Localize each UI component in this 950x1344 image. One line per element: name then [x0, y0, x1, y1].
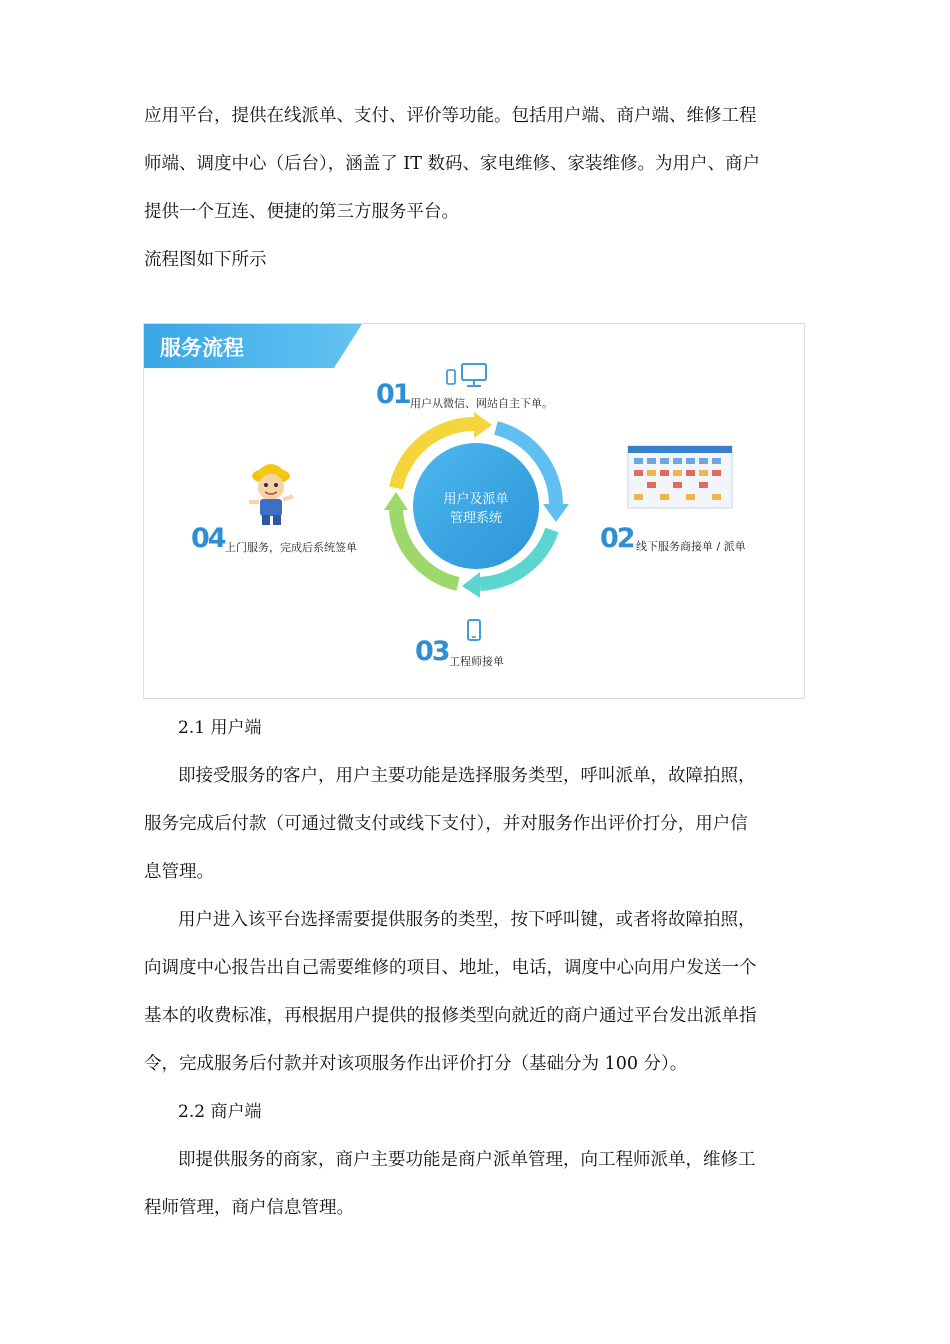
step-01-number: 01: [376, 379, 410, 410]
intro-line: 提供一个互连、便捷的第三方服务平台。: [144, 202, 459, 222]
step-02-text: 线下服务商接单 / 派单: [636, 540, 746, 553]
paragraph-line: 程师管理，商户信息管理。: [144, 1198, 354, 1218]
section-heading-merchant: 2.2 商户端: [178, 1102, 262, 1122]
arrowhead-teal: [462, 572, 480, 598]
paragraph-line: 向调度中心报告出自己需要维修的项目、地址，电话，调度中心向用户发送一个: [144, 958, 757, 978]
user-paragraph-1: [144, 752, 808, 896]
merchant-paragraph-1: [144, 1136, 808, 1232]
monitor-icon: [462, 364, 486, 380]
step-01-text: 用户从微信、网站自主下单。: [410, 397, 553, 410]
step-04-text: 上门服务，完成后系统签单: [225, 541, 357, 554]
intro-paragraph: [144, 92, 808, 284]
paragraph-line: 服务完成后付款（可通过微支付或线下支付），并对服务作出评价打分，用户信: [144, 814, 748, 834]
paragraph-line: 即提供服务的商家，商户主要功能是商户派单管理，向工程师派单，维修工: [178, 1150, 756, 1170]
mobile-icon: [447, 370, 455, 384]
step-03-text: 工程师接单: [449, 655, 504, 668]
step-02-number: 02: [600, 523, 634, 554]
diagram-banner-title: 服务流程: [160, 336, 244, 360]
paragraph-line: 令，完成服务后付款并对该项服务作出评价打分（基础分为 100 分）。: [144, 1054, 688, 1074]
center-label-line: 管理系统: [449, 511, 502, 526]
user-paragraph-2: [144, 896, 808, 1088]
service-flow-diagram: [143, 323, 805, 699]
arrowhead-green: [384, 492, 408, 510]
section-heading-user: 2.1 用户端: [178, 718, 262, 738]
center-system-label: [412, 490, 540, 528]
paragraph-line: 用户进入该平台选择需要提供服务的类型，按下呼叫键，或者将故障拍照，: [178, 910, 756, 930]
paragraph-line: 即接受服务的客户，用户主要功能是选择服务类型，呼叫派单，故障拍照，: [178, 766, 756, 786]
step-04-number: 04: [191, 523, 225, 554]
center-label-line: 用户及派单: [443, 492, 509, 507]
flowchart-caption: 流程图如下所示: [144, 250, 267, 270]
arrowhead-yellow: [474, 412, 492, 438]
intro-line: 应用平台，提供在线派单、支付、评价等功能。包括用户端、商户端、维修工程: [144, 106, 757, 126]
paragraph-line: 基本的收费标准，再根据用户提供的报修类型向就近的商户通过平台发出派单指: [144, 1006, 757, 1026]
paragraph-line: 息管理。: [144, 862, 214, 882]
arrowhead-blue: [543, 504, 569, 522]
intro-line: 师端、调度中心（后台），涵盖了 IT 数码、家电维修、家装维修。为用户、商户: [144, 154, 760, 174]
engineer-mascot-icon: [249, 464, 293, 525]
step-03-number: 03: [415, 636, 449, 667]
dispatch-screenshot-thumbnail: [628, 446, 732, 508]
